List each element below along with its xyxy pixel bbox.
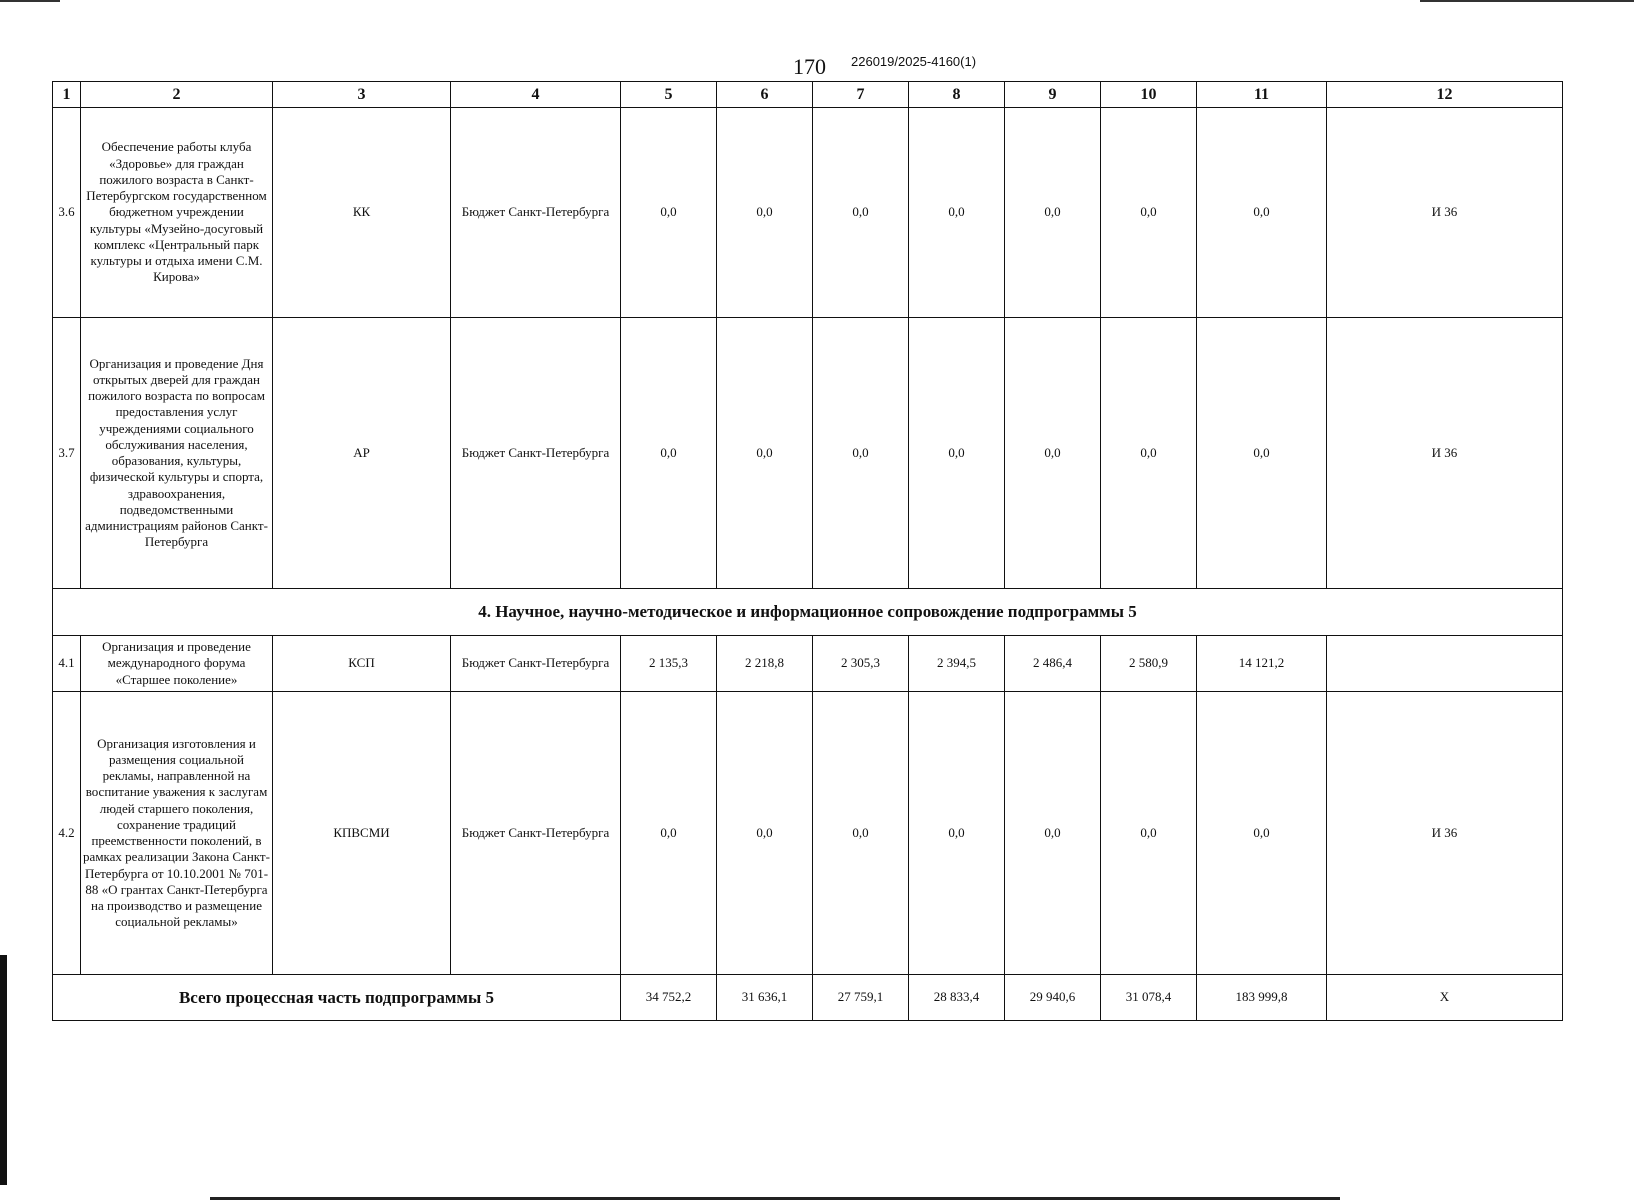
page-number: 170 xyxy=(793,54,826,79)
table-row xyxy=(53,692,1563,975)
value-total: 0,0 xyxy=(1197,318,1327,589)
table-row xyxy=(53,108,1563,318)
column-number: 3 xyxy=(273,82,451,108)
column-number: 9 xyxy=(1005,82,1101,108)
scan-edge-left xyxy=(0,955,7,1185)
activity-description: Обеспечение работы клуба «Здоровье» для граждан пожилого возраста в Санкт-Петербургском государственном бюджетном учреждении культуры «Музейно-досуговый комплекс «Центральный парк культуры и отдыха имени С.М. Кирова» xyxy=(81,108,273,318)
column-number: 4 xyxy=(451,82,621,108)
value-cell: 0,0 xyxy=(1101,318,1197,589)
value-cell: 2 580,9 xyxy=(1101,636,1197,692)
funding-source: Бюджет Санкт-Петербурга xyxy=(451,318,621,589)
total-value: 31 078,4 xyxy=(1101,975,1197,1021)
executor-code: АР xyxy=(273,318,451,589)
total-row xyxy=(53,975,1563,1021)
page-header xyxy=(0,52,1634,82)
column-number-row xyxy=(53,82,1563,108)
value-cell: 0,0 xyxy=(1101,108,1197,318)
value-total: 0,0 xyxy=(1197,692,1327,975)
row-number: 3.7 xyxy=(53,318,81,589)
total-value: 27 759,1 xyxy=(813,975,909,1021)
section-header-row xyxy=(53,589,1563,636)
value-cell: 2 394,5 xyxy=(909,636,1005,692)
column-number: 10 xyxy=(1101,82,1197,108)
column-number: 1 xyxy=(53,82,81,108)
funding-source: Бюджет Санкт-Петербурга xyxy=(451,692,621,975)
executor-code: КСП xyxy=(273,636,451,692)
column-number: 6 xyxy=(717,82,813,108)
funding-source: Бюджет Санкт-Петербурга xyxy=(451,108,621,318)
value-cell: 0,0 xyxy=(717,318,813,589)
indicator-cell: И 36 xyxy=(1327,318,1563,589)
row-number: 4.2 xyxy=(53,692,81,975)
activity-description: Организация изготовления и размещения социальной рекламы, направленной на воспитание уважения к заслугам людей старшего поколения, сохранение традиций преемственности поколений, в рамках реализации Закона Санкт-Петербурга от 10.10.2001 № 701-88 «О грантах Санкт-Петербурга на производство и размещение социальной рекламы» xyxy=(81,692,273,975)
activity-description: Организация и проведение Дня открытых дверей для граждан пожилого возраста по вопросам предоставления услуг учреждениями социального обслуживания населения, образования, культуры, физической культуры и спорта, здравоохранения, подведомственными администрациям районов Санкт-Петербурга xyxy=(81,318,273,589)
column-number: 11 xyxy=(1197,82,1327,108)
column-number: 8 xyxy=(909,82,1005,108)
value-cell: 2 486,4 xyxy=(1005,636,1101,692)
column-number: 7 xyxy=(813,82,909,108)
value-cell: 0,0 xyxy=(909,692,1005,975)
executor-code: КПВСМИ xyxy=(273,692,451,975)
value-cell: 0,0 xyxy=(717,108,813,318)
value-cell: 0,0 xyxy=(909,318,1005,589)
column-number: 12 xyxy=(1327,82,1563,108)
value-cell: 0,0 xyxy=(621,318,717,589)
indicator-cell: И 36 xyxy=(1327,692,1563,975)
value-cell: 2 135,3 xyxy=(621,636,717,692)
section-title: 4. Научное, научно-методическое и информационное сопровождение подпрограммы 5 xyxy=(53,589,1563,636)
value-cell: 0,0 xyxy=(813,692,909,975)
value-cell: 0,0 xyxy=(909,108,1005,318)
value-cell: 0,0 xyxy=(813,318,909,589)
indicator-cell: И 36 xyxy=(1327,108,1563,318)
funding-source: Бюджет Санкт-Петербурга xyxy=(451,636,621,692)
value-total: 14 121,2 xyxy=(1197,636,1327,692)
activity-description: Организация и проведение международного форума «Старшее поколение» xyxy=(81,636,273,692)
value-cell: 0,0 xyxy=(621,108,717,318)
total-value: 28 833,4 xyxy=(909,975,1005,1021)
row-number: 4.1 xyxy=(53,636,81,692)
value-cell: 0,0 xyxy=(621,692,717,975)
value-cell: 0,0 xyxy=(1005,692,1101,975)
scan-edge-top-left xyxy=(0,0,60,2)
document-id: 226019/2025-4160(1) xyxy=(851,54,977,69)
total-value: 34 752,2 xyxy=(621,975,717,1021)
value-cell: 0,0 xyxy=(1101,692,1197,975)
total-indicator: Х xyxy=(1327,975,1563,1021)
program-table xyxy=(52,81,1563,1021)
scan-edge-top-right xyxy=(1420,0,1634,2)
value-cell: 2 218,8 xyxy=(717,636,813,692)
row-number: 3.6 xyxy=(53,108,81,318)
column-number: 5 xyxy=(621,82,717,108)
value-cell: 0,0 xyxy=(717,692,813,975)
total-value: 29 940,6 xyxy=(1005,975,1101,1021)
total-label: Всего процессная часть подпрограммы 5 xyxy=(53,975,621,1021)
value-cell: 0,0 xyxy=(813,108,909,318)
indicator-cell xyxy=(1327,636,1563,692)
value-cell: 2 305,3 xyxy=(813,636,909,692)
total-grand-value: 183 999,8 xyxy=(1197,975,1327,1021)
table-row xyxy=(53,318,1563,589)
column-number: 2 xyxy=(81,82,273,108)
value-cell: 0,0 xyxy=(1005,108,1101,318)
total-value: 31 636,1 xyxy=(717,975,813,1021)
value-total: 0,0 xyxy=(1197,108,1327,318)
value-cell: 0,0 xyxy=(1005,318,1101,589)
executor-code: КК xyxy=(273,108,451,318)
table-row xyxy=(53,636,1563,692)
